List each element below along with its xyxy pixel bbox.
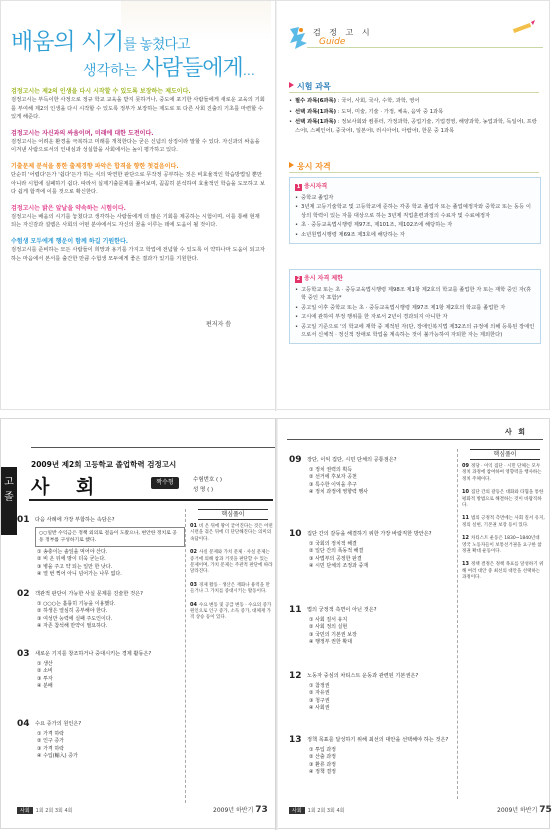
answer-option[interactable]: ② 산출 과정 bbox=[309, 754, 336, 761]
page-number: 75 bbox=[539, 805, 552, 815]
pencil-icon bbox=[509, 19, 537, 37]
heading-underline bbox=[29, 499, 273, 501]
answer-key-item bbox=[462, 489, 545, 509]
question-text: 새로운 기지를 창조하거나 중대시키는 경제 활동은? bbox=[35, 651, 152, 657]
qualification-item: • 소년원법시행령 제69조 제3호에 해당하는 자 bbox=[295, 231, 535, 239]
question-options bbox=[37, 661, 185, 691]
answer-key-text: 차티스트 운동은 1830~1840년대 영국 노동자들이 보통선거권을 요구한 참정권 확대 운동이다. bbox=[462, 536, 542, 555]
question-options bbox=[309, 747, 457, 777]
top-spread bbox=[0, 0, 550, 410]
answer-option[interactable]: ④ 정치 과정에 영향력 행사 bbox=[309, 489, 369, 496]
hero-dots: … bbox=[242, 64, 255, 78]
answer-option[interactable]: ② 인구 증가 bbox=[37, 738, 64, 745]
preface-body bbox=[11, 87, 266, 270]
preface-section bbox=[11, 237, 266, 263]
answer-key-number: 10 bbox=[462, 489, 469, 496]
answer-option[interactable]: ③ 병을 주고 약 되는 일만 한 낫다. bbox=[37, 563, 113, 570]
preface-section bbox=[11, 129, 266, 155]
author-signature: 편저자 씀 bbox=[206, 321, 232, 328]
subjects-divider bbox=[289, 92, 539, 93]
answer-option[interactable]: ② 하생은 열심히 공부해야 한다. bbox=[37, 608, 108, 615]
answer-option[interactable]: ① 생산 bbox=[37, 661, 53, 667]
preface-section bbox=[11, 87, 266, 122]
answer-option[interactable]: ④ 분배 bbox=[37, 683, 53, 690]
answer-option[interactable]: ① 참정권 bbox=[309, 683, 330, 689]
preface-section bbox=[11, 204, 266, 230]
question-number: 13 bbox=[289, 735, 302, 745]
preface-section-text: 검정고시는 부득이한 사정으로 정규 학교 교육을 받지 못하거나, 중도에 포기한 사람들에게 새로운 교육의 기회를 부여해 제2의 인생을 다시 시작할 수 있도록 정부가 보장하는 제도로 또 다른 사회 진출의 기초를 마련할 수 있게 해준다. bbox=[11, 97, 265, 121]
preface-section-heading: 검정고시는 제2의 인생을 다시 시작할 수 있도록 보장하는 제도이다. bbox=[11, 88, 191, 95]
subjects-list bbox=[289, 97, 541, 137]
preface-section bbox=[11, 162, 266, 197]
answer-option[interactable]: ④ 행정부 권한 확대 bbox=[309, 639, 353, 646]
answer-key-text: 법의 긍정적 측면에는 사회 질서 유지, 정의 실현, 기본권 보장 등이 있다. bbox=[462, 516, 545, 528]
subject-item bbox=[289, 108, 541, 117]
footer-subject-tag: 사회 bbox=[289, 807, 305, 814]
question-number: 03 bbox=[17, 649, 30, 659]
subjects-heading bbox=[289, 81, 331, 92]
number-badge-icon: 1 bbox=[296, 184, 301, 190]
restriction-item: • 고시에 관하여 부정 행위를 한 자로서 2년이 경과되지 아니한 자 bbox=[295, 313, 535, 321]
answer-key-item bbox=[190, 582, 273, 596]
footer-nav bbox=[289, 807, 345, 814]
question-number: 11 bbox=[289, 605, 302, 615]
question-text: 정책 목표를 달성하기 위해 최선의 대안을 선택해야 하는 것은? bbox=[307, 737, 449, 743]
exam-type-badge: 짝수형 bbox=[151, 477, 179, 489]
question-text: 법의 궁정적 측면이 아닌 것은? bbox=[307, 607, 377, 613]
answer-option[interactable]: ① 가격 하락 bbox=[37, 731, 64, 737]
answer-key-text: 사실 문제와 가치 문제 · 사실 문제는 증거에 의해 참과 거짓을 판단할 수 있는 문제이며, 가치 문제는 주관적 판단에 따라 달라진다. bbox=[190, 550, 273, 575]
number-badge-icon: 2 bbox=[296, 276, 301, 282]
answer-key-number: 12 bbox=[462, 535, 469, 542]
subject-item bbox=[289, 97, 541, 106]
answer-key-text: 정책 결정은 정책 목표를 달성하기 위해 여러 대안 중 최선의 대안을 선택하는 과정이다. bbox=[462, 562, 544, 581]
answer-option[interactable]: ③ 투자 bbox=[37, 675, 53, 682]
qualification-item: • 초 · 중등교육법시행령 제97조, 제101조, 제102조에 해당하는 자 bbox=[295, 221, 535, 229]
answer-option[interactable]: ② 비 온 뒤에 땅이 더욱 굳는다. bbox=[37, 556, 106, 563]
footer-nav bbox=[17, 807, 73, 814]
answer-option[interactable]: ④ 자존 참석해 만약이 필요하다. bbox=[37, 623, 108, 630]
answer-key-text: 정당 · 이익 집단 · 시민 단체는 모두 정치 과정에 참여하여 영향력을 행사하는 정치 주체이다. bbox=[462, 464, 542, 482]
answer-option[interactable]: ② 선거에 후보자 공천 bbox=[309, 474, 357, 481]
preface-section-text: 검정고시는 배움의 시기를 놓쳤다고 생각하는 사람들에게 더 많은 기회를 제공하는 시험이며, 이를 통해 현재 되는 자신감과 설렘은 사회의 어떤 분야에서도 자신의 꿈을 이루는 데에 도움이 될 것이다. bbox=[11, 213, 260, 229]
question-text: 다음 사례에 가장 부합하는 속담은? bbox=[35, 517, 115, 523]
answer-key-number: 01 bbox=[190, 523, 197, 529]
question-number: 12 bbox=[289, 671, 302, 681]
question-number: 04 bbox=[17, 719, 30, 729]
answer-option[interactable]: ① ○○○는 훌륭히 기능을 이용했다. bbox=[37, 601, 116, 607]
question-number: 09 bbox=[289, 455, 302, 465]
subject-title: 사 회 bbox=[31, 476, 105, 498]
question-options bbox=[309, 617, 457, 647]
guide-subtitle: Guide bbox=[319, 37, 346, 47]
preface-page bbox=[1, 1, 275, 411]
qualification-box-heading bbox=[295, 181, 535, 191]
hero-text-small-2: 생각하는 bbox=[83, 63, 142, 79]
question-options bbox=[309, 541, 457, 571]
guide-logo-icon bbox=[287, 25, 309, 51]
answer-key-item bbox=[190, 602, 273, 622]
answer-option[interactable]: ② 소비 bbox=[37, 668, 53, 675]
answer-key-item bbox=[190, 549, 273, 576]
guide-divider bbox=[307, 47, 543, 48]
subject-item bbox=[289, 118, 541, 135]
answer-key-number: 09 bbox=[462, 463, 469, 469]
guide-title: 검 정 고 시 bbox=[313, 28, 373, 37]
answer-key-column bbox=[185, 509, 273, 803]
answer-option[interactable]: ④ 사회권 bbox=[309, 705, 330, 712]
answer-option[interactable]: ① 송충이는 솔잎을 먹어야 산다. bbox=[37, 549, 108, 555]
answer-key-text: 집단 간의 갈등은 대화와 타협을 통한 평화적 방법으로 해결하는 것이 바람직하다. bbox=[462, 490, 544, 509]
qualification-item: • 중학교 졸업자 bbox=[295, 194, 535, 202]
answer-option[interactable]: ② 일단 간의 폭동적 해결 bbox=[309, 548, 364, 555]
subject-text: : 정보사회와 컴퓨터, 가정과학, 공업기술, 기업경영, 해양과학, 농업과학, 독일어I, 프랑스어I, 스페인어I, 중국어I, 일본어I, 러시아어I, 아랍어I, 한문 중 1과목 bbox=[295, 119, 537, 134]
answer-key-number: 11 bbox=[462, 515, 469, 522]
exam-title: 2009년 제2회 고등학교 졸업학력 검정고시 bbox=[31, 460, 177, 469]
level-side-tab bbox=[1, 467, 17, 535]
question-number: 01 bbox=[17, 515, 30, 525]
answer-key-number: 02 bbox=[190, 549, 197, 556]
side-tab-label: 고 졸 bbox=[4, 477, 14, 503]
answer-option[interactable]: ① 투입 과정 bbox=[309, 747, 336, 753]
footer-round-list: 1회 2회 3회 4회 bbox=[307, 808, 345, 814]
exam-number-field: 수험번호 ( ) bbox=[193, 477, 223, 483]
answer-option[interactable]: ③ 국민의 기본권 보장 bbox=[309, 631, 357, 638]
question-passage-box: ○○일반 수익금은 정책 외의로 걸음이 도왔으나, 현안한 정치로 공동 정부를 구성하기로 했다. bbox=[35, 527, 185, 547]
triangle-bullet-icon bbox=[289, 162, 294, 168]
subject-text: : 국어, 사회, 국사, 수학, 과학, 영어 bbox=[336, 98, 420, 104]
hero-text-big-2: 사람들에게 bbox=[141, 56, 243, 81]
page-footer bbox=[213, 805, 268, 815]
question-options bbox=[309, 467, 457, 497]
answer-option[interactable]: ③ 특수한 이익을 추구 bbox=[309, 481, 357, 488]
header-rule bbox=[287, 439, 543, 440]
question-options bbox=[37, 731, 185, 761]
answer-key-item bbox=[462, 463, 545, 483]
qualification-item: • 3년제 고등기술학교 및 고등학교에 준하는 각종 학교 졸업자 또는 졸업예정자와 중학교 또는 동등 이상의 학력이 있는 자를 대상으로 하는 3년제 직업훈련과정의 수료자 및 수료예정자 bbox=[295, 203, 535, 220]
question-number: 02 bbox=[17, 589, 30, 599]
preface-section-heading: 기출문제 분석을 통한 출제경향 파악은 합격을 향한 첫걸음이다. bbox=[11, 162, 179, 170]
answer-option[interactable]: ① 사회 질서 유지 bbox=[309, 617, 348, 623]
question-text: 수요 증가의 원인은? bbox=[35, 721, 82, 727]
page-footer bbox=[497, 805, 552, 815]
restriction-box bbox=[289, 269, 541, 344]
question-options bbox=[37, 549, 185, 579]
question-text: 객관적 판단이 가능한 사실 문제를 진술한 것은? bbox=[35, 591, 143, 597]
answer-key-text: 수요 변동 및 공급 변동 · 수요의 증가 원인으로 인구 증가, 소득 증가, 대체재 가격 상승 등이 있다. bbox=[190, 602, 272, 621]
subjects-heading-text: 시험 과목 bbox=[297, 82, 331, 91]
preface-section-heading: 검정고시는 밝은 앞날을 약속하는 시험이다. bbox=[11, 204, 126, 212]
answer-key-heading: 핵심풀이 bbox=[470, 449, 540, 460]
book-gutter bbox=[275, 419, 278, 830]
answer-option[interactable]: ④ 시민 단체의 조정과 중재 bbox=[309, 563, 369, 570]
answer-key-number: 04 bbox=[190, 601, 197, 608]
footer-round-list: 1회 2회 3회 4회 bbox=[35, 808, 73, 814]
preface-section-text: 단순히 '어렵다'든가 '쉽다'든가 하는 식의 막연한 판단으로 무작정 공부하는 것은 비효율적인 학습방법일 뿐만 아니라 시험에 실패하기 쉽다. 따라서 실제기출문제를 풀어보며, 꼼꼼히 분석하여 효율적인 학습을 도모하고 보다 쉽게 합격에 이를 것으로 확신한다. bbox=[11, 171, 265, 196]
question-options bbox=[37, 601, 185, 631]
answer-option[interactable]: ③ 사법부의 공정한 판결 bbox=[309, 555, 362, 562]
hero-text-small: 를 놓쳤다고 bbox=[123, 37, 190, 53]
qualification-box-heading-text: 응시자격 bbox=[304, 183, 328, 190]
restriction-item: • 공고일 이후 중학교 또는 초 · 중등교육법시행령 제97조 제1항 제2호의 학교를 졸업한 자 bbox=[295, 304, 535, 312]
answer-key-heading: 핵심풀이 bbox=[198, 509, 268, 520]
preface-section-text: 검정고시를 준비하는 모든 사람들이 희망과 용기를 가지고 학업에 전념할 수 있도록 이 약하나마 도움이 되고자 하는 마음에서 본서를 출간한 만큼 수험생 모두에게 좋은 결과가 있기를 기원한다. bbox=[11, 246, 265, 262]
answer-key-number: 03 bbox=[190, 581, 197, 588]
subject-label: 선택 과목(1과목) bbox=[295, 108, 337, 115]
question-number: 10 bbox=[289, 529, 302, 539]
answer-option[interactable]: ③ 여성만 능력에 실패 주도인이다. bbox=[37, 615, 113, 622]
answer-option[interactable]: ④ 수입(輸入) 증가 bbox=[37, 753, 78, 760]
hero-text-big: 배움의 시기 bbox=[11, 29, 124, 55]
subject-label: 필수 과목(6과목) bbox=[295, 98, 337, 104]
restriction-box-heading-text: 응시 자격 제한 bbox=[304, 275, 343, 282]
answer-key-item bbox=[462, 515, 545, 529]
answer-option[interactable]: ③ 가격 하락 bbox=[37, 745, 64, 752]
answer-option[interactable]: ① 국회의 정치적 해결 bbox=[309, 541, 357, 547]
header-rule bbox=[31, 447, 275, 448]
question-text: 노동자 중심의 차티스트 운동과 관련된 기본권은? bbox=[307, 673, 419, 679]
qualification-heading-text: 응시 자격 bbox=[297, 162, 331, 171]
qualification-divider bbox=[289, 172, 539, 173]
answer-option[interactable]: ③ 청구권 bbox=[309, 697, 330, 704]
answer-key-item bbox=[462, 561, 545, 581]
answer-key-number: 13 bbox=[462, 561, 469, 568]
restriction-item: • 공고일 기준으로 '의 학교에 재학 중 제적된 자(단, 장애인복지법 제32조의 규정에 의해 등록된 장애인으로서 신체적 · 정신적 장애로 학업을 계속하는 것이 불가능하여 자퇴한 자는 제외한다) bbox=[295, 323, 535, 340]
page-number: 73 bbox=[255, 805, 268, 815]
answer-option[interactable]: ① 정치 권력의 획득 bbox=[309, 467, 353, 473]
preface-section-heading: 검정고시는 자신과의 싸움이며, 미래에 대한 도전이다. bbox=[11, 129, 154, 137]
subject-label: 선택 과목(1과목) bbox=[295, 119, 337, 126]
answer-option[interactable]: ④ 열 번 찍어 아니 넘어가는 나무 없다. bbox=[37, 571, 122, 578]
name-field: 성 명 ( ) bbox=[193, 487, 214, 493]
subject-text: : 도덕, 미술, 기술 · 가정, 체육, 음악 중 1과목 bbox=[336, 108, 444, 115]
bottom-spread bbox=[0, 418, 550, 829]
answer-option[interactable]: ② 자유권 bbox=[309, 690, 330, 697]
running-header: 사 회 bbox=[505, 428, 527, 436]
guide-page bbox=[277, 1, 551, 411]
preface-section-heading: 수험생 모두에게 행운이 함께 하길 기원한다. bbox=[11, 237, 129, 245]
answer-key-column bbox=[457, 449, 545, 799]
page-year: 2009년 하반기 bbox=[213, 807, 254, 814]
preface-section-text: 검정고시는 어려운 환경을 극복하고 미래를 개척한다는 굳은 신념의 상징이라 말할 수 있다. 자신과의 싸움을 이겨낸 사람으로서의 인내심과 성실함을 사회에서는 높이 평가하고 있다. bbox=[11, 138, 260, 154]
answer-option[interactable]: ② 사회 정의 실현 bbox=[309, 624, 348, 631]
answer-key-text: 경제 활동 · 생산은 재화나 용역을 만들거나 그 가치를 증대시키는 활동이다. bbox=[190, 582, 270, 595]
answer-option[interactable]: ③ 환류 과정 bbox=[309, 761, 336, 768]
question-options bbox=[309, 683, 457, 713]
restriction-item: • 고등학교 또는 초 · 중등교육법시행령 제98조 제1항 제2호의 학교를 졸업한 자 또는 재학 중인 자(휴학 중인 자 포함)* bbox=[295, 286, 535, 303]
answer-key-text: 비 온 뒤에 땅이 굳어진다는 것은 어떤 시련을 겪은 뒤에 더 단단해진다는 의미의 속담이다. bbox=[190, 524, 273, 542]
question-text: 집단 간의 갈등을 해결하기 위한 가장 바람직한 방안은? bbox=[307, 531, 432, 537]
page-year: 2009년 하반기 bbox=[497, 807, 538, 814]
hero-headline-line2 bbox=[83, 51, 255, 82]
triangle-bullet-icon bbox=[289, 82, 294, 88]
qualification-box bbox=[289, 177, 541, 244]
answer-option[interactable]: ④ 정책 결정 bbox=[309, 769, 336, 776]
question-text: 장단, 이익 집단, 시민 단체의 공통점은? bbox=[307, 457, 397, 463]
qualification-heading bbox=[289, 161, 331, 172]
footer-subject-tag: 사회 bbox=[17, 807, 33, 814]
answer-key-item bbox=[190, 523, 273, 543]
answer-key-item bbox=[462, 535, 545, 555]
restriction-box-heading bbox=[295, 273, 535, 283]
